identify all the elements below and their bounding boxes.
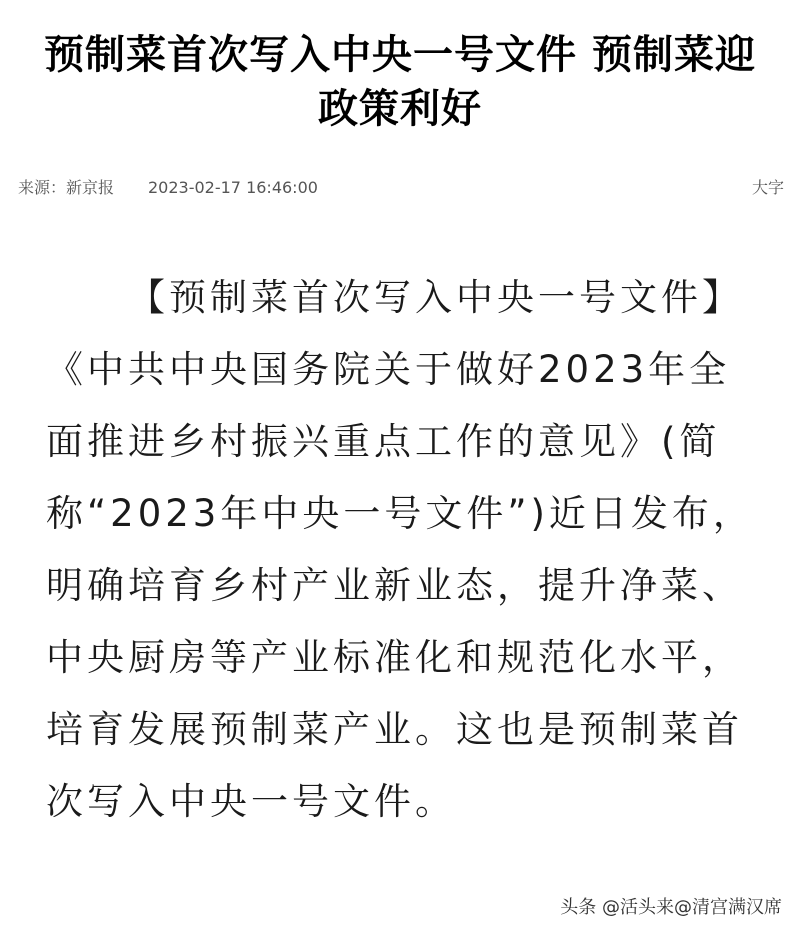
publish-datetime: 2023-02-17 16:46:00 (148, 178, 318, 197)
article-meta (18, 176, 784, 200)
font-size-toggle[interactable]: 大字 (751, 178, 784, 197)
article-title: 预制菜首次写入中央一号文件 预制菜迎政策利好 (44, 32, 756, 132)
watermark: 头条 @活头来@清宫满汉席 (560, 897, 782, 918)
article-body (46, 262, 758, 838)
source-label: 来源：新京报 (18, 178, 115, 197)
article-paragraph: 【预制菜首次写入中央一号文件】《中共中央国务院关于做好2023年全面推进乡村振兴重点工作的意见》(简称“2023年中央一号文件”)近日发布，明确培育乡村产业新业态，提升净菜、中央厨房等产业标准化和规范化水平，培育发展预制菜产业。这也是预制菜首次写入中央一号文件。 (46, 276, 754, 823)
